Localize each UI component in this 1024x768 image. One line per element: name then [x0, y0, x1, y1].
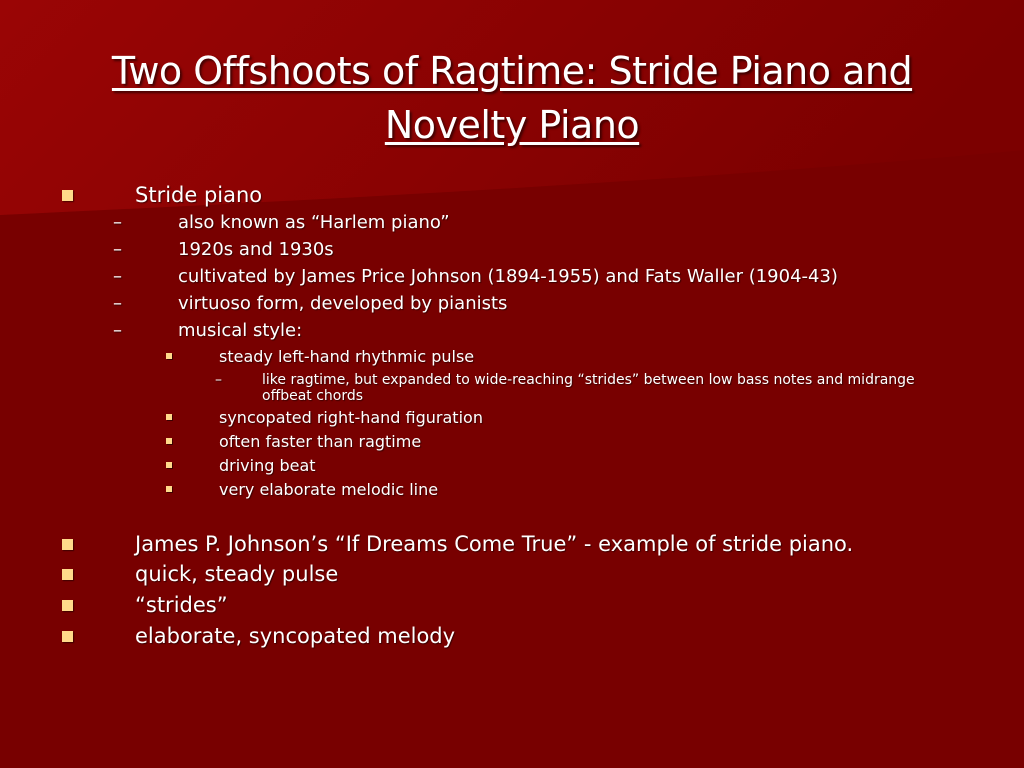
dash-bullet-icon: – — [215, 372, 222, 388]
small-square-bullet-icon — [166, 414, 172, 420]
small-square-bullet-icon — [166, 462, 172, 468]
small-square-bullet-icon — [166, 438, 172, 444]
dash-bullet-icon: – — [113, 266, 122, 287]
dash-bullet-icon: – — [113, 212, 122, 233]
bullet-stride-piano: Stride piano — [135, 183, 263, 207]
title-line-1: Two Offshoots of Ragtime: Stride Piano and — [111, 49, 913, 93]
small-square-bullet-icon — [166, 353, 172, 359]
sub-item-harlem: also known as “Harlem piano” — [178, 212, 450, 233]
bullet-example: James P. Johnson’s “If Dreams Come True” - example of stride piano. — [135, 532, 854, 556]
sub-item-musical-style: musical style: — [178, 320, 303, 341]
square-bullet-icon — [62, 190, 73, 201]
sub-item-virtuoso: virtuoso form, developed by pianists — [178, 293, 508, 314]
dash-bullet-icon: – — [113, 320, 122, 341]
bullet-melody: elaborate, syncopated melody — [135, 624, 456, 648]
small-square-bullet-icon — [166, 486, 172, 492]
style-item-faster: often faster than ragtime — [219, 432, 422, 451]
style-item-melodic-line: very elaborate melodic line — [219, 480, 439, 499]
dash-bullet-icon: – — [113, 293, 122, 314]
style-sub-item-line-1: like ragtime, but expanded to wide-reaching “strides” between low bass notes and midrange — [262, 372, 915, 388]
sub-item-cultivated: cultivated by James Price Johnson (1894-1955) and Fats Waller (1904-43) — [178, 266, 838, 287]
square-bullet-icon — [62, 631, 73, 642]
bullet-quick-pulse: quick, steady pulse — [135, 562, 339, 586]
style-item-steady-pulse: steady left-hand rhythmic pulse — [219, 347, 475, 366]
style-item-driving-beat: driving beat — [219, 456, 316, 475]
dash-bullet-icon: – — [113, 239, 122, 260]
square-bullet-icon — [62, 600, 73, 611]
style-item-syncopated: syncopated right-hand figuration — [219, 408, 483, 427]
square-bullet-icon — [62, 539, 73, 550]
bullet-strides: “strides” — [135, 593, 228, 617]
square-bullet-icon — [62, 569, 73, 580]
style-sub-item-line-2: offbeat chords — [262, 388, 364, 404]
sub-item-decades: 1920s and 1930s — [178, 239, 334, 260]
title-line-2: Novelty Piano — [384, 103, 640, 147]
